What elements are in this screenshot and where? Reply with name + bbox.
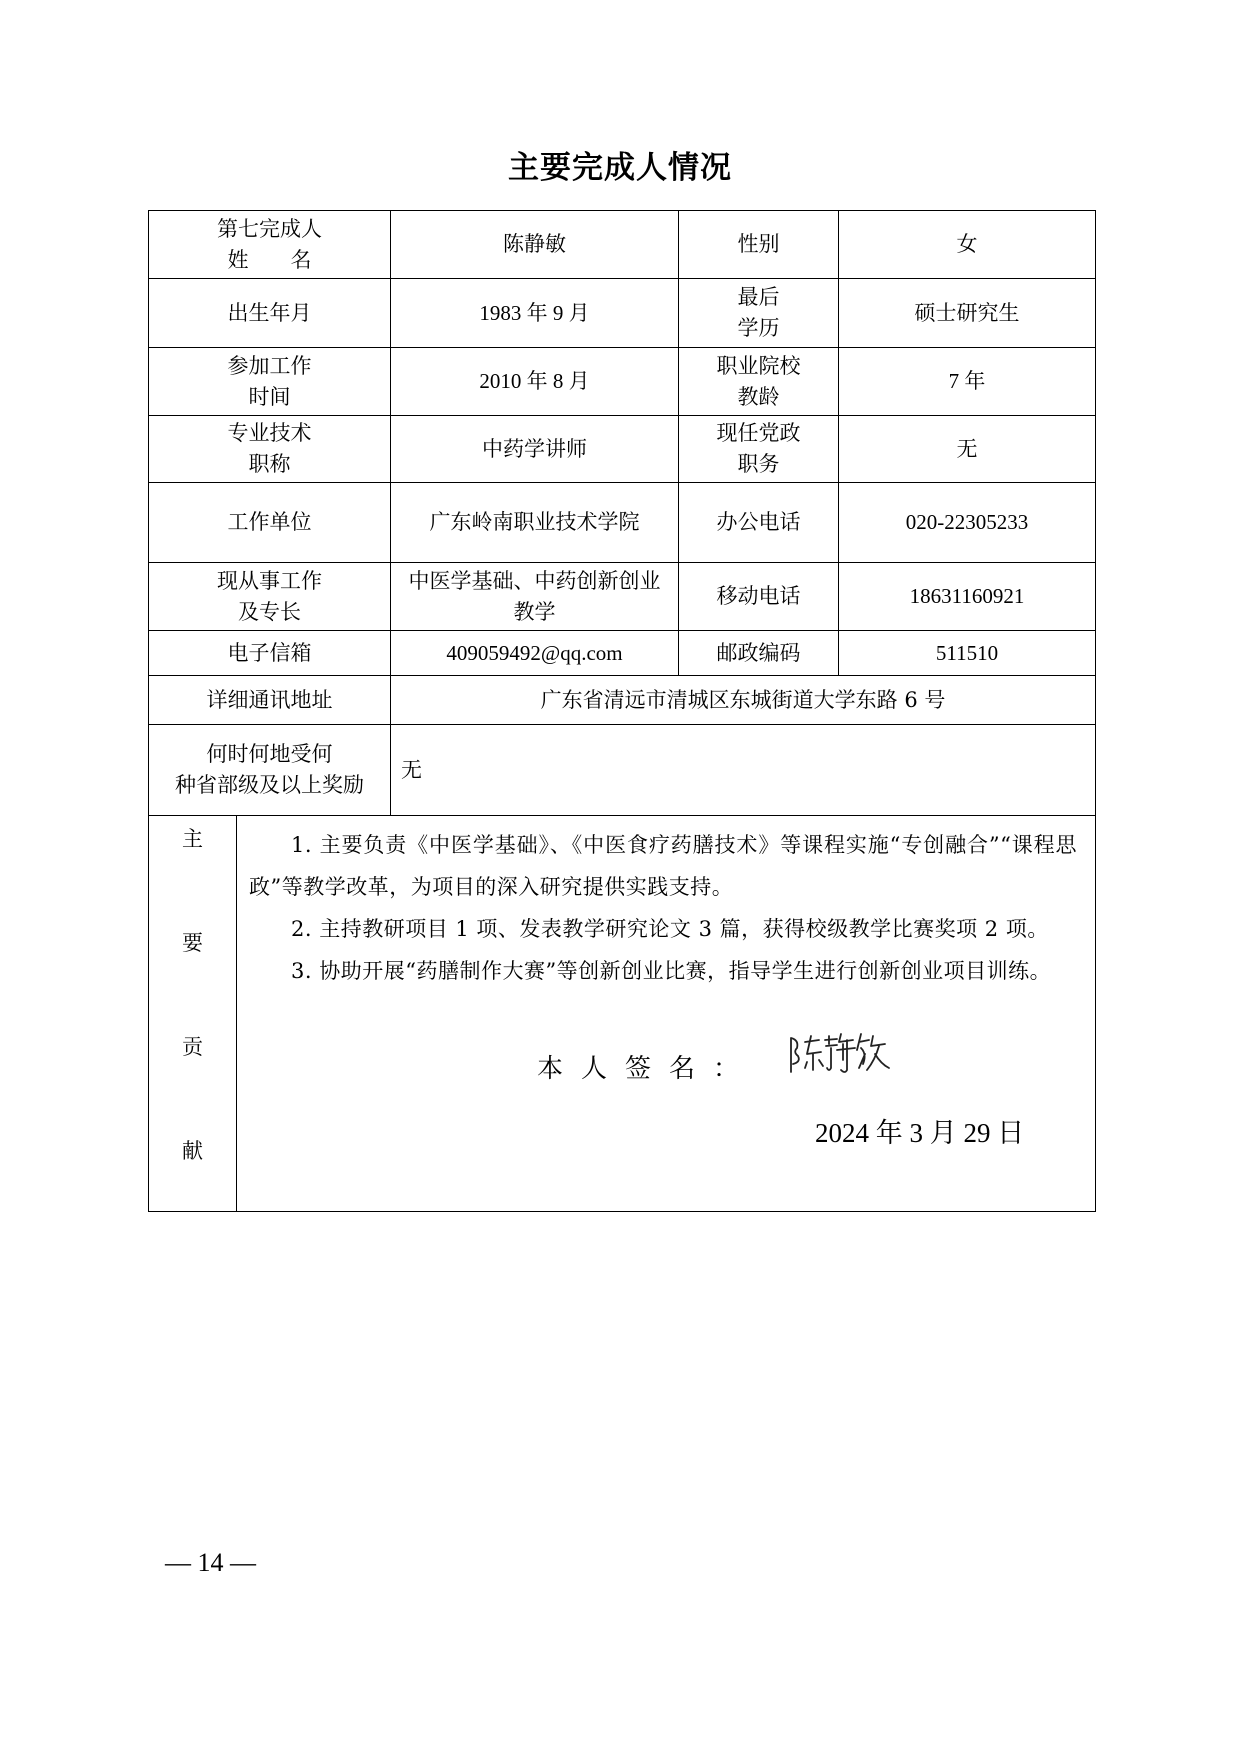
row-address xyxy=(149,676,1096,725)
title-rank-label: 专业技术 职称 xyxy=(149,416,391,483)
postcode-label: 邮政编码 xyxy=(679,631,839,676)
specialty-label: 现从事工作 及专长 xyxy=(149,563,391,631)
party-position-value: 无 xyxy=(839,416,1096,483)
office-phone-value: 020-22305233 xyxy=(839,483,1096,563)
mobile-label: 移动电话 xyxy=(679,563,839,631)
info-table xyxy=(148,210,1096,1212)
row-specialty xyxy=(149,563,1096,631)
address-value: 广东省清远市清城区东城街道大学东路 6 号 xyxy=(391,676,1096,725)
mobile-value: 18631160921 xyxy=(839,563,1096,631)
work-start-value: 2010 年 8 月 xyxy=(391,348,679,416)
gender-value: 女 xyxy=(839,211,1096,279)
name-label: 第七完成人 姓 名 xyxy=(149,211,391,279)
row-work-start xyxy=(149,348,1096,416)
postcode-value: 511510 xyxy=(839,631,1096,676)
name-value: 陈静敏 xyxy=(391,211,679,279)
row-awards xyxy=(149,725,1096,816)
page-number: — 14 — xyxy=(165,1548,256,1577)
signature-date: 2024 年 3 月 29 日 xyxy=(815,1118,1025,1148)
contribution-text xyxy=(249,824,1077,992)
row-employer xyxy=(149,483,1096,563)
row-email xyxy=(149,631,1096,676)
birth-value: 1983 年 9 月 xyxy=(391,279,679,348)
handwritten-signature xyxy=(785,1024,895,1084)
party-position-label: 现任党政 职务 xyxy=(679,416,839,483)
title-rank-value: 中药学讲师 xyxy=(391,416,679,483)
contribution-paragraph-2: 2. 主持教研项目 1 项、发表教学研究论文 3 篇，获得校级教学比赛奖项 2 项。 xyxy=(291,917,1049,941)
gender-label: 性别 xyxy=(679,211,839,279)
address-label: 详细通讯地址 xyxy=(149,676,391,725)
education-label: 最后 学历 xyxy=(679,279,839,348)
signature-label: 本人签名： xyxy=(537,1054,758,1084)
row-name xyxy=(149,211,1096,279)
specialty-value: 中医学基础、中药创新创业 教学 xyxy=(391,563,679,631)
teaching-years-value: 7 年 xyxy=(839,348,1096,416)
email-value: 409059492@qq.com xyxy=(391,631,679,676)
row-contribution xyxy=(149,816,1096,1212)
birth-label: 出生年月 xyxy=(149,279,391,348)
employer-label: 工作单位 xyxy=(149,483,391,563)
page-title: 主要完成人情况 xyxy=(508,150,732,186)
contribution-label: 主 要 贡 献 xyxy=(149,816,237,1212)
row-birth xyxy=(149,279,1096,348)
awards-label: 何时何地受何 种省部级及以上奖励 xyxy=(149,725,391,816)
contribution-paragraph-1: 1. 主要负责《中医学基础》、《中医食疗药膳技术》等课程实施“专创融合”“课程思政”等教学改革，为项目的深入研究提供实践支持。 xyxy=(249,833,1077,899)
email-label: 电子信箱 xyxy=(149,631,391,676)
contribution-content xyxy=(237,816,1096,1212)
work-start-label: 参加工作 时间 xyxy=(149,348,391,416)
education-value: 硕士研究生 xyxy=(839,279,1096,348)
employer-value: 广东岭南职业技术学院 xyxy=(391,483,679,563)
contribution-paragraph-3: 3. 协助开展“药膳制作大赛”等创新创业比赛，指导学生进行创新创业项目训练。 xyxy=(291,959,1052,983)
teaching-years-label: 职业院校 教龄 xyxy=(679,348,839,416)
row-title-rank xyxy=(149,416,1096,483)
awards-value: 无 xyxy=(391,725,1096,816)
office-phone-label: 办公电话 xyxy=(679,483,839,563)
